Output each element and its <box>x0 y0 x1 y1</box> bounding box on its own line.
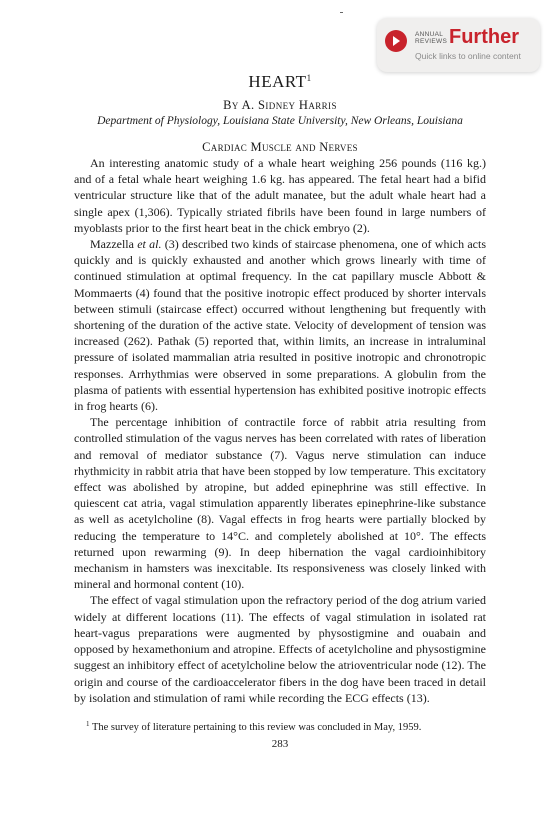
badge-subtitle: Quick links to online content <box>415 51 521 61</box>
paragraph: An interesting anatomic study of a whale heart weighing 256 pounds (116 kg.) and of a fetal whale heart weighing 1.6 kg. has appeared. The fetal heart had a bifid ventricular structure like that of the adult manatee, but the adult whale heart had a single apex (1,306). Typically striated fibrils have been found in large numbers of myoblasts prior to the first heart beat in the chick embryo (2). <box>74 156 486 235</box>
paragraph: The effect of vagal stimulation upon the refractory period of the dog atrium varied widely at different locations (11). The effects of vagal stimulation in isolated rat heart-vagus preparations were augmented by physostigmine and ouabain and opposed by hexamethonium and atropine. Effects of acetylcholine and physostigmine suggest an inhibitory effect of acetylcholine below the atrioventricular node (12). The origin and course of the cardioaccelerator fibers in the dog have been traced in detail by isolation and stimulation of rami while recording the ECG effects (13). <box>74 593 486 705</box>
article-body <box>74 155 486 706</box>
stray-mark <box>340 12 343 13</box>
article-author: By A. Sidney Harris <box>223 98 337 112</box>
section-heading: Cardiac Muscle and Nerves <box>202 140 358 154</box>
article-title: HEART$^1$ <box>248 72 312 91</box>
author-affiliation: Department of Physiology, Louisiana State University, New Orleans, Louisiana <box>97 115 463 127</box>
paragraph: Mazzella et al. (3) described two kinds of staircase phenomena, one of which acts quickly and is quickly exhausted and another which grows linearly with time of continued stimulation at optimal frequency. In the cat papillary muscle Abbott & Mommaerts (4) found that the positive inotropic effect produced by shorter intervals between stimuli (staircase effect) occurred without lengthening but frequently with shortening of the duration of the active state. Velocity of development of tension was increased (262). Pathak (5) reported that, within limits, an increase in intraluminal pressure of isolated mammalian atria resulted in positive inotropic and chronotropic responses. Arrhythmias were observed in some preparations. A globulin from the plasma of patients with essential hypertension has exhibited positive inotropic effects in frog hearts (6). <box>74 237 487 414</box>
footnote <box>74 718 486 734</box>
footnote-mark: 1 <box>86 720 90 728</box>
footnote-text: The survey of literature pertaining to this review was concluded in May, 1959. <box>91 722 422 733</box>
title-footnote-mark: 1 <box>306 73 312 83</box>
badge-publisher: ANNUAL REVIEWS <box>415 31 448 45</box>
badge-brand: Further <box>449 26 519 48</box>
play-arrow-icon <box>385 30 407 52</box>
page-number: 283 <box>271 738 289 750</box>
further-badge[interactable] <box>377 18 540 72</box>
et-al-italic: et al. <box>137 237 162 252</box>
paragraph: The percentage inhibition of contractile force of rabbit atria resulting from controlled stimulation of the vagus nerves has been correlated with rates of liberation and removal of mediator substance (7). Vagus nerve stimulation can induce rhythmicity in rabbit atria that have been stopped by low temperature. This excitatory effect was abolished by atropine, but added epinephrine was still effective. In quiescent cat atria, vagal stimulation apparently liberates epinephrine-like substance as well as acetylcholine (8). Vagal effects in frog hearts were partially blocked by reducing the temperature to 14°C. and completely abolished at 10°. The effects returned upon rewarming (9). In deep hibernation the vagal cardioinhibitory mechanism in hamsters was inexcitable. Its responsiveness was closely linked with mineral and hormonal content (10). <box>74 415 486 592</box>
